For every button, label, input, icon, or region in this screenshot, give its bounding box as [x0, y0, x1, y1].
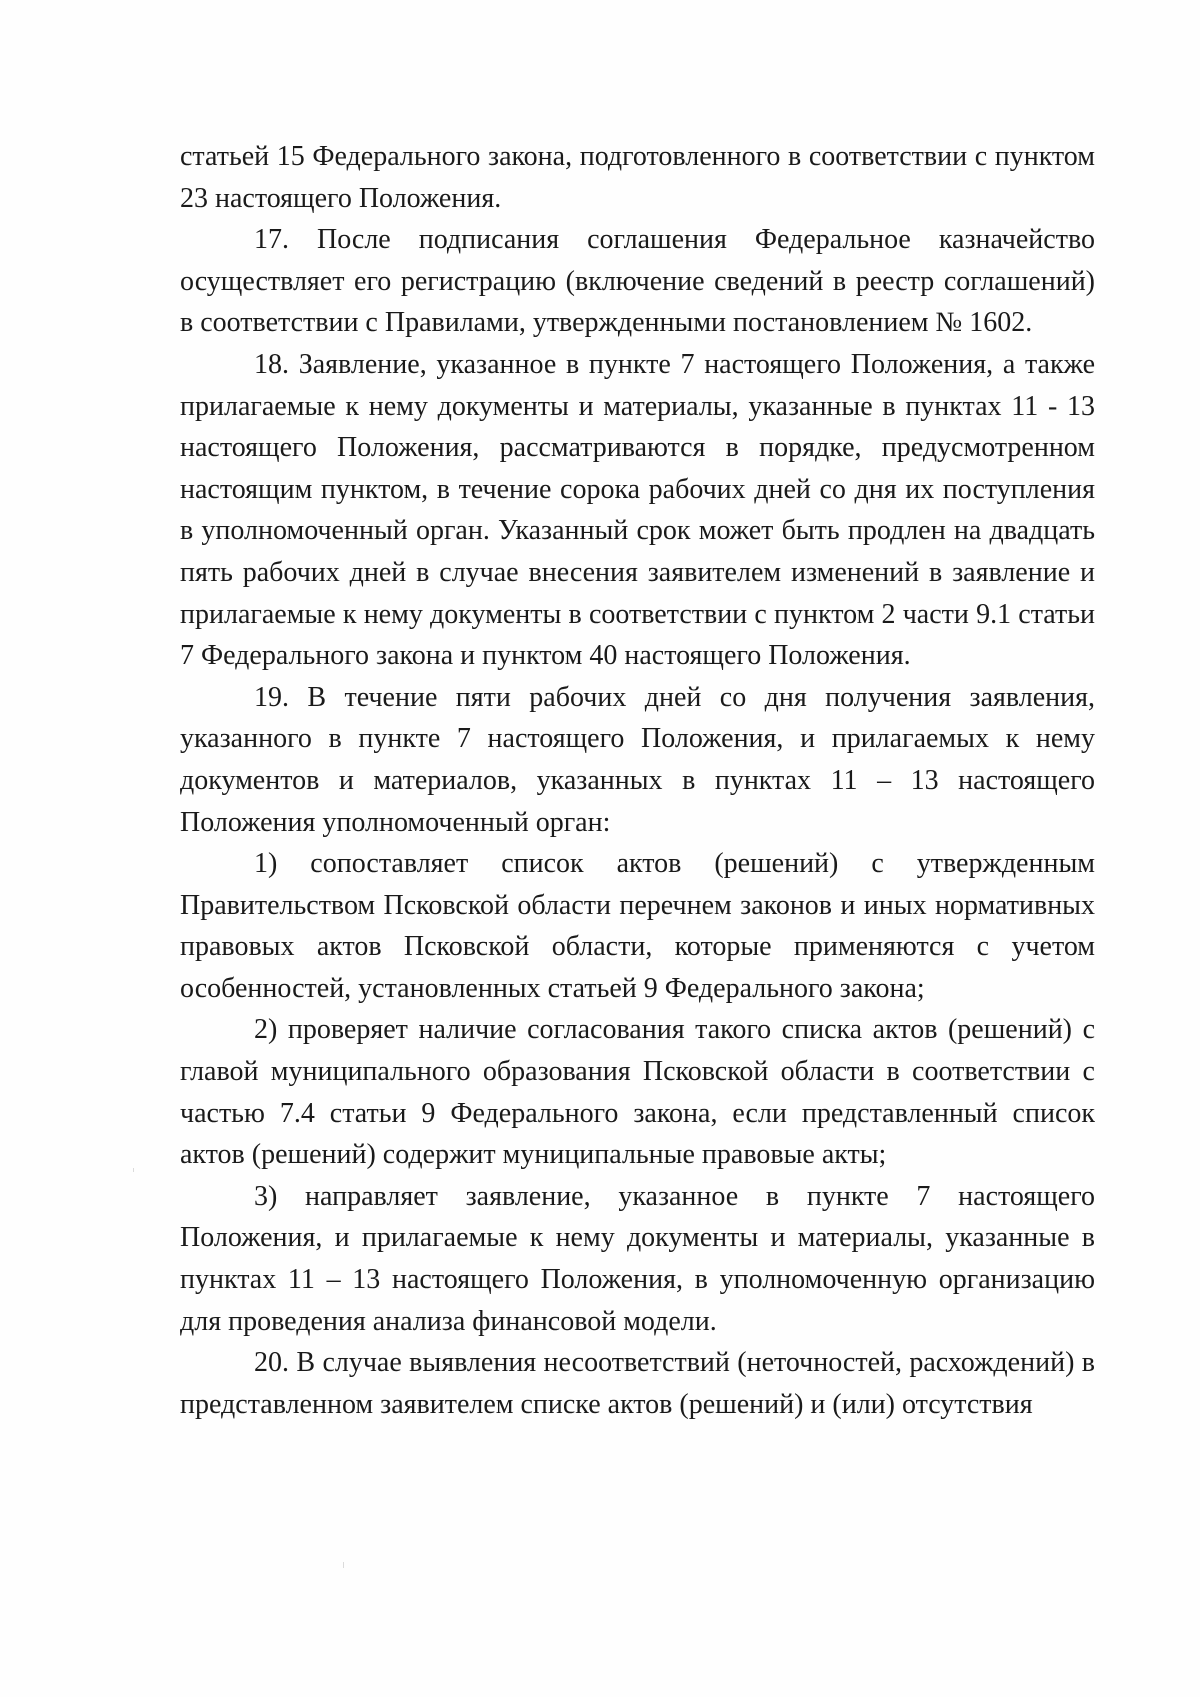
paragraph-19-item-3: 3) направляет заявление, указанное в пункте 7 настоящего Положения, и прилагаемые к нему документы и материалы, указанные в пунктах 11 – 13 настоящего Положения, в уполномоченную организацию для проведения анализа финансовой модели. — [180, 1180, 1095, 1337]
scan-speck-left — [133, 1168, 134, 1172]
paragraph-19-item-2: 2) проверяет наличие согласования такого списка актов (решений) с главой муниципального образования Псковской области в соответствии с частью 7.4 статьи 9 Федерального закона, если представленный список актов (решений) содержит муниципальные правовые акты; — [180, 1014, 1095, 1171]
paragraph-18: 18. Заявление, указанное в пункте 7 настоящего Положения, а также прилагаемые к нему документы и материалы, указанные в пунктах 11 - 13 настоящего Положения, рассматриваются в порядке, предусмотренном настоящим пунктом, в течение сорока рабочих дней со дня их поступления в уполномоченный орган. Указанный срок может быть продлен на двадцать пять рабочих дней в случае внесения заявителем изменений в заявление и прилагаемые к нему документы в соответствии с пунктом 2 части 9.1 статьи 7 Федерального закона и пунктом 40 настоящего Положения. — [180, 348, 1095, 672]
paragraph-17: 17. После подписания соглашения Федеральное казначейство осуществляет его регистрацию (включение сведений в реестр соглашений) в соответствии с Правилами, утвержденными постановлением № 1602. — [180, 224, 1095, 339]
document-body — [180, 136, 1095, 1425]
paragraph-20: 20. В случае выявления несоответствий (неточностей, расхождений) в представленном заявителем списке актов (решений) и (или) отсутствия — [180, 1347, 1095, 1420]
scan-speck-bottom — [343, 1562, 344, 1568]
paragraph-19-item-1: 1) сопоставляет список актов (решений) с утвержденным Правительством Псковской области перечнем законов и иных нормативных правовых актов Псковской области, которые применяются с учетом особенностей, установленных статьей 9 Федерального закона; — [180, 848, 1095, 1004]
paragraph-19: 19. В течение пяти рабочих дней со дня получения заявления, указанного в пункте 7 настоящего Положения, и прилагаемых к нему документов и материалов, указанных в пунктах 11 – 13 настоящего Положения уполномоченный орган: — [180, 681, 1095, 838]
paragraph-continued-article-15: статьей 15 Федерального закона, подготовленного в соответствии с пунктом 23 настоящего Положения. — [180, 141, 1095, 214]
